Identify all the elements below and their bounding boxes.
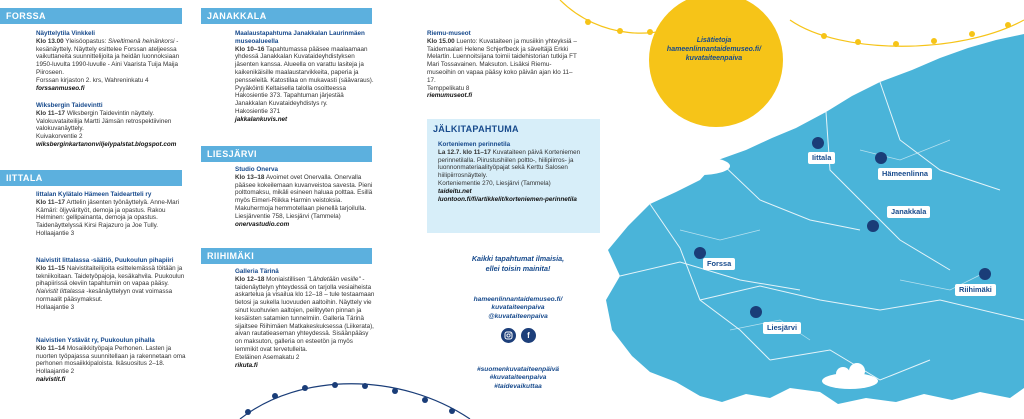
city-label-iittala: Iittala xyxy=(808,152,835,164)
event-title: Naivistit Iittalassa -säätiö, Puukoulun pihapiiri xyxy=(36,257,174,264)
event-link[interactable]: riemumuseot.fi xyxy=(427,92,473,100)
event-lasitehdas: Naivistit Iittalassa -säätiö, Puukoulun pihapiiri Klo 11–15 Naivistitaiteilijoita esittelemässä töitään ja tekniikoitaan. Taidetyöpajoja, kesäkahvila. Puukoulun pihapiirissä oleviin tapahtumiin on vapaa pääsy. Naivistit Iittalassa -kesänäyttelyyn ovat voimassa normaalit pääsymaksut. Hollaajantie 3 xyxy=(36,257,185,311)
event-ystavat: Naivistien Ystävät ry, Puukoulun pihalla Klo 11–14 Mosaiikkityöpaja Perhonen. Lasten ja nuorten työpajassa suunnitellaan ja rakennetaan oma perhonen mosaiikkipaloista. Ikäsuositus 2–18. Hollaajantie 2 naivistit.fi xyxy=(36,337,186,383)
section-header-janakkala: JANAKKALA xyxy=(201,8,372,24)
event-title: Maalaustapahtuma Janakkalan Laurinmäen museoalueella xyxy=(235,30,365,45)
event-title: Galleria Tärinä xyxy=(235,268,279,275)
website-link-2[interactable]: kuvataiteenpaiva xyxy=(491,304,545,312)
event-link[interactable]: taideitu.net xyxy=(438,187,472,195)
city-label-hameenlinna: Hämeenlinna xyxy=(878,168,932,180)
event-link[interactable]: rikuta.fi xyxy=(235,361,258,369)
section-header-forssa: FORSSA xyxy=(0,8,182,24)
section-header-iittala: IITTALA xyxy=(0,170,182,186)
event-title: Korteniemen perinnetila xyxy=(438,141,511,148)
event-laurinmaen: Maalaustapahtuma Janakkalan Laurinmäen museoalueella Klo 10–16 Tapahtumassa pääsee maalaamaan yhdessä Janakkalan Kuvataideyhdistyksen jäsenten kanssa. Alueella on varattu lasiteja ja kaikenikäisille maalaustarvikkeita, paperia ja pensseleitä. Katostilaa on mukavasti (säävaraus). Pyyäköinti Keltaisella talolla osoitteessa Hakosientie 373. Tapahtuman järjestää Janakkalan Kuvataideyhdistys ry. Hakosientie 371 jakkalankuvis.net xyxy=(235,30,374,123)
hashtag[interactable]: #taidevaikuttaa xyxy=(494,382,542,390)
event-vinkkeli: Näyttelytila Vinkkeli Klo 13.00 Yleisöopastus: Siveltimenä heinänkorsi -kesänäyttely. Näyttely esittelee Forssan ateljeessa vaikuttaneita suunnittelijoita ja heidän luonnoksiaan 1950-luvulta 1990-luvulle - Aini Vaarista Tuija Maija Piiroseen. Forssan kirjaston 2. krs, Wahreninkatu 4 forssanmuseo.fi xyxy=(36,30,192,92)
event-title: Naivistien Ystävät ry, Puukoulun pihalla xyxy=(36,337,155,344)
event-title: Wiksbergin Taidevintti xyxy=(36,102,103,109)
section-header-liesjarvi: LIESJÄRVI xyxy=(201,146,372,162)
city-label-liesjarvi: Liesjärvi xyxy=(763,322,801,334)
free-events-notice: Kaikki tapahtumat ilmaisia, ellei toisin mainita! xyxy=(471,254,565,273)
event-link[interactable]: forssanmuseo.fi xyxy=(36,84,85,92)
facebook-icon[interactable]: f xyxy=(521,328,536,343)
city-label-riihimaki: Riihimäki xyxy=(955,284,996,296)
event-link[interactable]: jakkalankuvis.net xyxy=(235,115,288,123)
event-onerva: Studio Onerva Klo 13–18 Avoimet ovet Onervalla. Onervalla pääsee kokeilemaan kuvanveistoa savesta. Pieni polttomaksu, mikäli esineen haluaa polttaa. Esillä myös Eimeri-Riikka Harmin veistoksia. Makuhermoja hemmotellaan pienellä tarjoilulla. Liesjärventie 758, Liesjärvi (Tammela) onervastudio.com xyxy=(235,166,375,228)
section-header-riihimaki: RIIHIMÄKI xyxy=(201,248,372,264)
city-label-janakkala: Janakkala xyxy=(887,206,930,218)
event-title: Näyttelytila Vinkkeli xyxy=(36,30,96,37)
event-link[interactable]: onervastudio.com xyxy=(235,220,290,228)
event-wiksberg: Wiksbergin Taidevintti Klo 11–17 Wiksbergin Taidevintin näyttely. Valokuvataiteilija Martti Jämsän retrospektiivinen valokuvanäyttely. Kuivakorventie 2 wiksberginkartanonviljelypalstat.blogspot.com xyxy=(36,102,192,149)
event-link-2[interactable]: luontoon.fi/fi/artikkelit/korteniemen-perinnetila xyxy=(438,195,577,203)
event-title: Iittalan Kylätalo Hämeen Taideartteli ry xyxy=(36,191,152,198)
social-handle[interactable]: @kuvataiteenpaiva xyxy=(488,312,548,320)
hashtag[interactable]: #suomenkuvataiteenpäivä xyxy=(476,366,560,373)
after-event-box xyxy=(427,119,600,233)
event-tarina: Galleria Tärinä Klo 12–18 Moniaistillisen "Lähdetään vesille" -taidenäyttelyn yhteydessä on tarjolla vesiaiheista askartelua ja visailua klo 12–18 – tule testaamaan tietosi ja sukella luovuuden aaltoihin. Näyttely vie sinut kuohuvien aaltojen, peilityyten pinnan ja kesäisten satamien tunnelmiin. Galleria Tärinä sijaitsee Riihimäen Matkakeskuksessa (Liikerata), aivan rautatieaseman yhteydessä. Sisäänpääsy on maksuton, galleria on esteetön ja myös lemmikit ovat tervetulleita. Eteläinen Asemakatu 2 rikuta.fi xyxy=(235,268,375,369)
event-link[interactable]: wiksberginkartanonviljelypalstat.blogspot.com xyxy=(36,140,177,148)
website-links xyxy=(452,296,584,321)
instagram-icon[interactable] xyxy=(501,328,516,343)
event-riemu: Riemu-museot Klo 15.00 Luento: Kuvataiteen ja musiikin yhteyksiä – Taidemaalari Helene Schjerfbeck ja säveltäjä Erkki Melartin. Luennoitsijana toimii taidehistorian tutkija FT Mari Tossavainen. Maksuton. Lisäksi Riemu-museoihin on vapaa pääsy koko päivän ajan klo 11–17. Temppelikatu 8 riemumuseot.fi xyxy=(427,30,579,100)
event-kylatalo: Iittalan Kylätalo Hämeen Taideartteli ry Klo 11–17 Arttelin jäsenten työnäyttelyä. Anne-Mari Kämäri: öljyvärityöt, demoja ja opastus. Rakou Helminen: gellipainanta, demoja ja opastus. Taidenäyttelyssä Kirsi Rajazuro ja Joe Tully. Hollaajantie 3 xyxy=(36,191,186,238)
website-link[interactable]: hameenlinnantaidemuseo.fi/ xyxy=(473,296,563,303)
event-title: Studio Onerva xyxy=(235,166,279,173)
event-link[interactable]: naivistit.fi xyxy=(36,375,66,383)
event-title: Riemu-museot xyxy=(427,30,471,37)
sun-info-text: Lisätietoja hameenlinnantaidemuseo.fi/ kuvataiteenpaiva xyxy=(666,37,762,62)
event-korteniemi: Korteniemen perinnetila La 12.7. klo 11–17 Kuvataiteen päivä Korteniemen perinnetilalla. Piirustushiilen poltto-, hiilipiirros- ja luonnonmateriaalityöpajat sekä Kerttu Salosen hiilipiirrosnäyttely. Korteniementie 270, Liesjärvi (Tammela) taideitu.net luontoon.fi/fi/artikkelit/korteniemen-perinnetila xyxy=(438,141,596,203)
city-label-forssa: Forssa xyxy=(703,258,735,270)
hashtags xyxy=(452,366,584,391)
hashtag[interactable]: #kuvataiteenpaiva xyxy=(489,374,547,382)
after-event-heading: JÄLKITAPAHTUMA xyxy=(433,124,519,134)
